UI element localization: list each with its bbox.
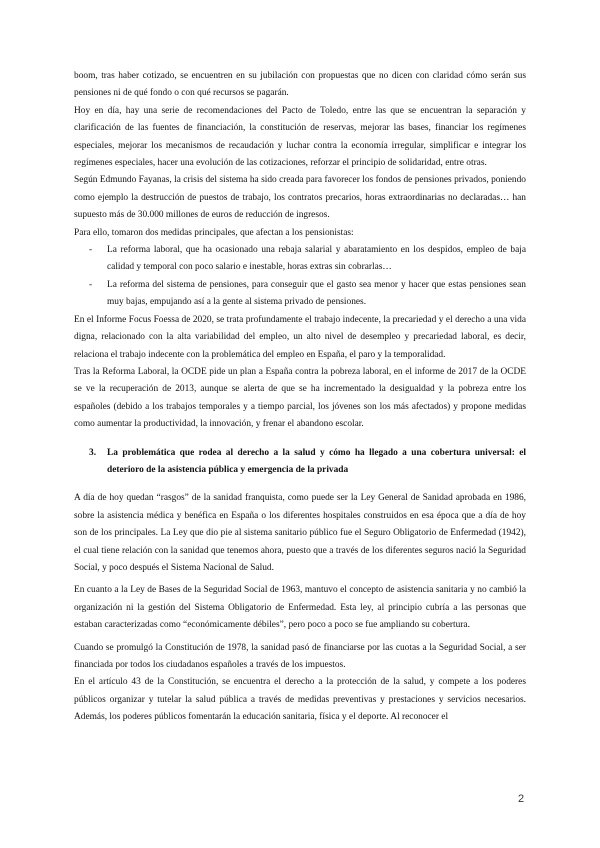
list-item-text: La reforma del sistema de pensiones, para conseguir que el gasto sea menor y hacer que estas pensiones sean muy bajas, empujando así a la gente al sistema privado de pensiones. [107, 279, 526, 308]
paragraph-5: En el Informe Focus Foessa de 2020, se trata profundamente el trabajo indecente, la precariedad y el derecho a una vida digna, relacionado con la alta variabilidad del empleo, un alto nivel de desempleo y precariedad laboral, es decir, relaciona el trabajo indecente con la problemática del empleo en España, el paro y la temporalidad. [74, 314, 526, 360]
list-item [74, 242, 526, 277]
paragraph-3: Según Edmundo Fayanas, la crisis del sistema ha sido creada para favorecer los fondos de pensiones privados, poniendo como ejemplo la destrucción de puestos de trabajo, los contratos precarios, horas extraordinarias no declaradas… han supuesto más de 30.000 millones de euros de reducción de ingresos. [74, 175, 526, 221]
section-title: La problemática que rodea al derecho a la salud y cómo ha llegado a una cobertura universal: el deterioro de la asistencia pública y emergencia de la privada [107, 447, 526, 475]
paragraph-1: boom, tras haber cotizado, se encuentren en su jubilación con propuestas que no dicen con claridad cómo serán sus pensiones ni de qué fondo o con qué recursos se pagarán. [74, 71, 526, 99]
paragraph-8: En cuanto a la Ley de Bases de la Seguridad Social de 1963, mantuvo el concepto de asistencia sanitaria y no cambió la organización ni la gestión del Sistema Obligatorio de Enfermedad. Esta ley, al principio cubría a las personas que estaban caracterizadas como “económicamente débiles”, pero poco a poco se fue ampliando su cobertura. [74, 585, 526, 631]
bullet-list [74, 242, 526, 312]
paragraph-4: Para ello, tomaron dos medidas principales, que afectan a los pensionistas: [74, 227, 354, 238]
paragraph-9: Cuando se promulgó la Constitución de 1978, la sanidad pasó de financiarse por las cuotas a la Seguridad Social, a ser financiada por todos los ciudadanos españoles a través de los impuestos. [74, 642, 526, 670]
paragraph-2: Hoy en día, hay una serie de recomendaciones del Pacto de Toledo, entre las que se encuentran la separación y clarificación de las fuentes de financiación, la constitución de reservas, mejorar las bases, financiar los regímenes especiales, mejorar los mecanismos de recaudación y luchar contra la economía irregular, simplificar e integrar los regímenes especiales, hacer una evolución de las cotizaciones, reforzar el principio de solidaridad, entre otras. [74, 105, 526, 169]
paragraph-6: Tras la Reforma Laboral, la OCDE pide un plan a España contra la pobreza laboral, en el informe de 2017 de la OCDE se ve la recuperación de 2013, aunque se alerta de que se ha incrementado la desigualdad y la pobreza entre los españoles (debido a los trabajos temporales y a tiempo parcial, los jóvenes son los más afectados) y propone medidas como aumentar la productividad, la innovación, y frenar el abandono escolar. [74, 366, 526, 430]
page-number: 2 [518, 793, 525, 805]
paragraph-7: A día de hoy quedan “rasgos” de la sanidad franquista, como puede ser la Ley General de Sanidad aprobada en 1986, sobre la asistencia médica y benéfica en España o los diferentes hospitales construidos en esa época que a día de hoy son de los principales. La Ley que dio pie al sistema sanitario público fue el Seguro Obligatorio de Enfermedad (1942), el cual tiene relación con la sanidad que tenemos ahora, puesto que a través de los diferentes seguros nació la Seguridad Social, y poco después el Sistema Nacional de Salud. [74, 493, 526, 573]
section-heading [74, 445, 526, 480]
section-number: 3. [89, 447, 97, 458]
body-text [74, 68, 526, 727]
list-item-text: La reforma laboral, que ha ocasionado una rebaja salarial y abaratamiento en los despidos, empleo de baja calidad y temporal con poco salario e inestable, horas extras sin cobrarlas… [107, 245, 526, 273]
list-item [74, 277, 526, 312]
dash-marker: - [89, 245, 93, 256]
dash-marker: - [89, 279, 93, 290]
paragraph-10: En el artículo 43 de la Constitución, se encuentra el derecho a la protección de la salud, y compete a los poderes públicos organizar y tutelar la salud pública a través de medidas preventivas y prestaciones y servicios necesarios. Además, los poderes públicos fomentarán la educación sanitaria, física y el deporte. Al reconocer el [74, 677, 526, 723]
